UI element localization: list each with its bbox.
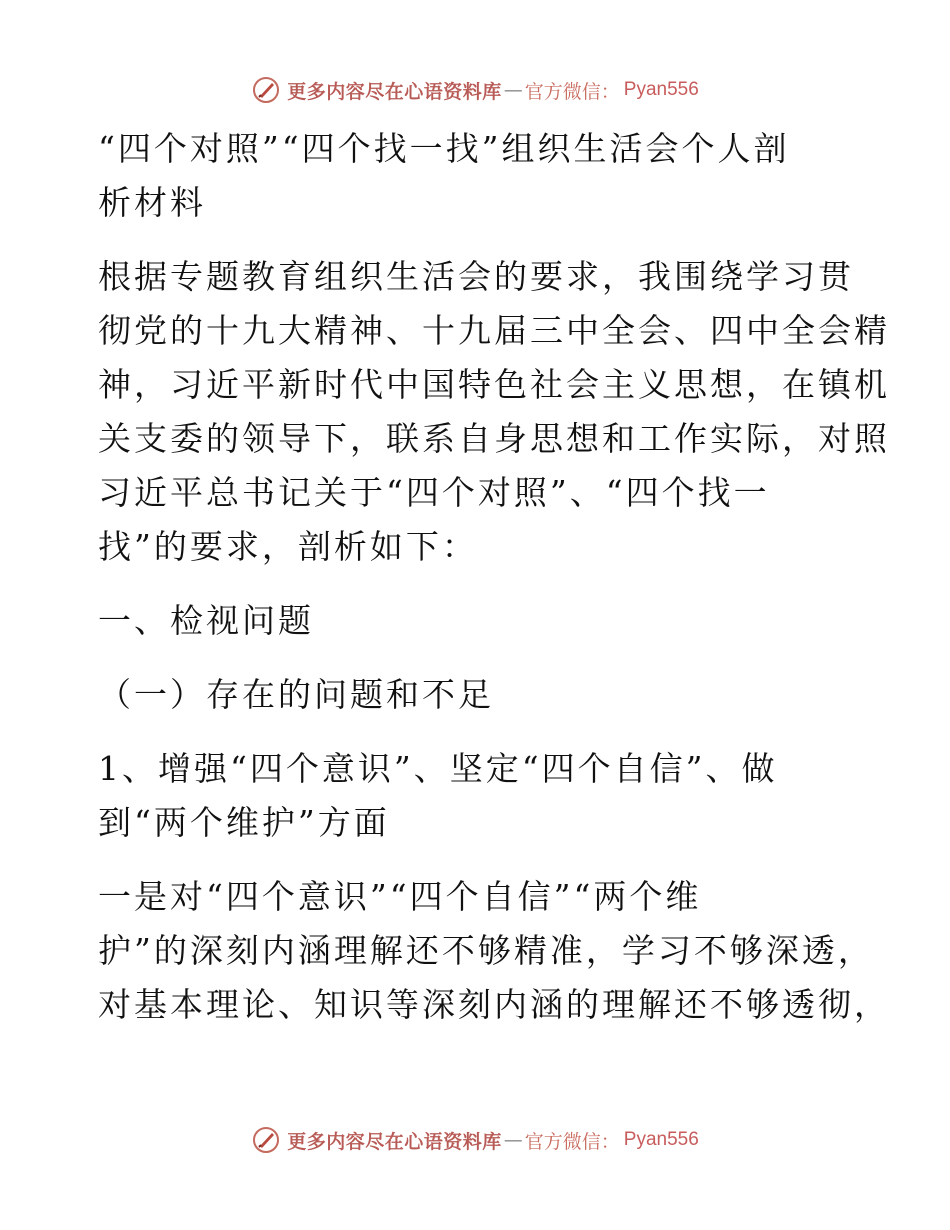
item-line: 1、增强“四个意识”、坚定“四个自信”、做 [98,749,778,788]
intro-line: 关支委的领导下，联系自身思想和工作实际，对照 [98,419,890,458]
watermark-site-text: 更多内容尽在心语资料库 [287,80,502,103]
intro-line: 根据专题教育组织生活会的要求，我围绕学习贯 [98,257,854,296]
item-line: 到“两个维护”方面 [98,803,390,842]
watermark-dash: — [503,1129,523,1151]
watermark-wechat-id: Pyan556 [623,79,699,100]
intro-line: 找”的要求，剖析如下： [98,527,478,566]
title-line: “四个对照”“四个找一找”组织生活会个人剖 [98,129,790,168]
intro-line: 习近平总书记关于“四个对照”、“四个找一 [98,473,770,512]
watermark-site-text: 更多内容尽在心语资料库 [287,1130,502,1153]
quill-logo-icon [251,75,281,105]
paragraph-line: 护”的深刻内涵理解还不够精准，学习不够深透， [98,931,874,970]
bottom-watermark [0,1120,950,1160]
paragraph-line: 一是对“四个意识”“四个自信”“两个维 [98,877,702,916]
watermark-wechat-label: 官方微信 [524,80,601,103]
watermark-colon: ： [600,1130,620,1153]
watermark-dash: — [503,79,523,101]
intro-line: 神，习近平新时代中国特色社会主义思想，在镇机 [98,365,890,404]
title-line: 析材料 [98,183,206,222]
watermark-colon: ： [600,80,620,103]
paragraph-line: 对基本理论、知识等深刻内涵的理解还不够透彻， [98,985,890,1024]
section-heading: 一、检视问题 [98,601,314,640]
subsection-heading: （一）存在的问题和不足 [98,675,494,714]
watermark-wechat-label: 官方微信 [524,1130,601,1153]
watermark-wechat-id: Pyan556 [623,1129,699,1150]
top-watermark [0,70,950,110]
quill-logo-icon [251,1125,281,1155]
intro-line: 彻党的十九大精神、十九届三中全会、四中全会精 [98,311,890,350]
document-body [98,122,890,1032]
